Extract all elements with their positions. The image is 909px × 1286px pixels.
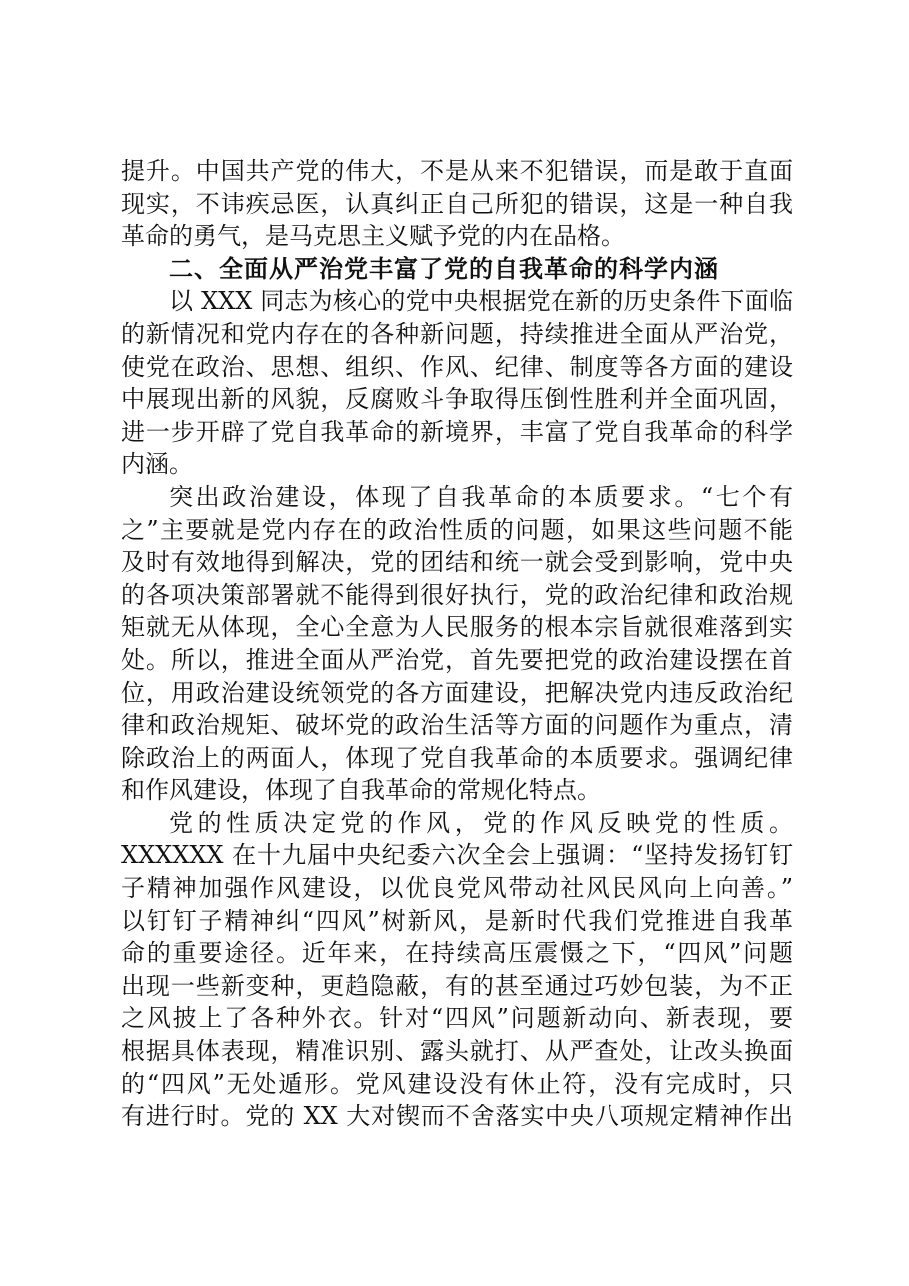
- text-line: 矩就无从体现，全心全意为人民服务的根本宗旨就很难落到实: [121, 613, 793, 642]
- text-line: 子精神加强作风建设，以优良党风带动社风民风向上向善。”: [121, 874, 793, 903]
- text-line: 处。所以，推进全面从严治党，首先要把党的政治建设摆在首: [121, 645, 793, 674]
- text-line: 之”主要就是党内存在的政治性质的问题，如果这些问题不能: [121, 515, 793, 544]
- text-line: 党的性质决定党的作风，党的作风反映党的性质。: [169, 808, 793, 837]
- text-line: 突出政治建设，体现了自我革命的本质要求。“七个有: [169, 482, 793, 511]
- text-line: 中展现出新的风貌，反腐败斗争取得压倒性胜利并全面巩固，: [121, 385, 793, 414]
- text-line: 及时有效地得到解决，党的团结和统一就会受到影响，党中央: [121, 548, 793, 577]
- text-line: 进一步开辟了党自我革命的新境界，丰富了党自我革命的科学: [121, 417, 793, 446]
- text-line: 命的重要途径。近年来，在持续高压震慑之下，“四风”问题: [121, 939, 793, 968]
- text-line: 提升。中国共产党的伟大，不是从来不犯错误，而是敢于直面: [121, 157, 793, 185]
- text-line: 以钉钉子精神纠“四风”树新风，是新时代我们党推进自我革: [121, 906, 793, 935]
- text-line: 根据具体表现，精准识别、露头就打、从严查处，让改头换面: [121, 1037, 793, 1066]
- text-line: 律和政治规矩、破坏党的政治生活等方面的问题作为重点，清: [121, 711, 793, 740]
- text-line: 以 XXX 同志为核心的党中央根据党在新的历史条件下面临: [169, 287, 793, 316]
- text-line: 之风披上了各种外衣。针对“四风”问题新动向、新表现，要: [121, 1004, 793, 1033]
- text-line: 革命的勇气，是马克思主义赋予党的内在品格。: [121, 222, 625, 251]
- text-line: 和作风建设，体现了自我革命的常规化特点。: [121, 776, 601, 805]
- text-line: 内涵。: [121, 450, 193, 479]
- text-line: XXXXXX 在十九届中央纪委六次全会上强调：“坚持发扬钉钉: [121, 841, 793, 870]
- text-line: 有进行时。党的 XX 大对锲而不舍落实中央八项规定精神作出: [121, 1102, 793, 1131]
- text-line: 的新情况和党内存在的各种新问题，持续推进全面从严治党，: [121, 319, 793, 348]
- text-line: 出现一些新变种，更趋隐蔽，有的甚至通过巧妙包装，为不正: [121, 971, 793, 1000]
- text-line: 现实，不讳疾忌医，认真纠正自己所犯的错误，这是一种自我: [121, 189, 793, 218]
- document-body: [121, 155, 793, 1133]
- text-line: 除政治上的两面人，体现了党自我革命的本质要求。强调纪律: [121, 743, 793, 772]
- section-heading: 二、全面从严治党丰富了党的自我革命的科学内涵: [169, 254, 719, 283]
- text-line: 位，用政治建设统领党的各方面建设，把解决党内违反政治纪: [121, 678, 793, 707]
- text-line: 的“四风”无处遁形。党风建设没有休止符，没有完成时，只: [121, 1069, 793, 1098]
- text-line: 的各项决策部署就不能得到很好执行，党的政治纪律和政治规: [121, 580, 793, 609]
- text-line: 使党在政治、思想、组织、作风、纪律、制度等各方面的建设: [121, 352, 793, 381]
